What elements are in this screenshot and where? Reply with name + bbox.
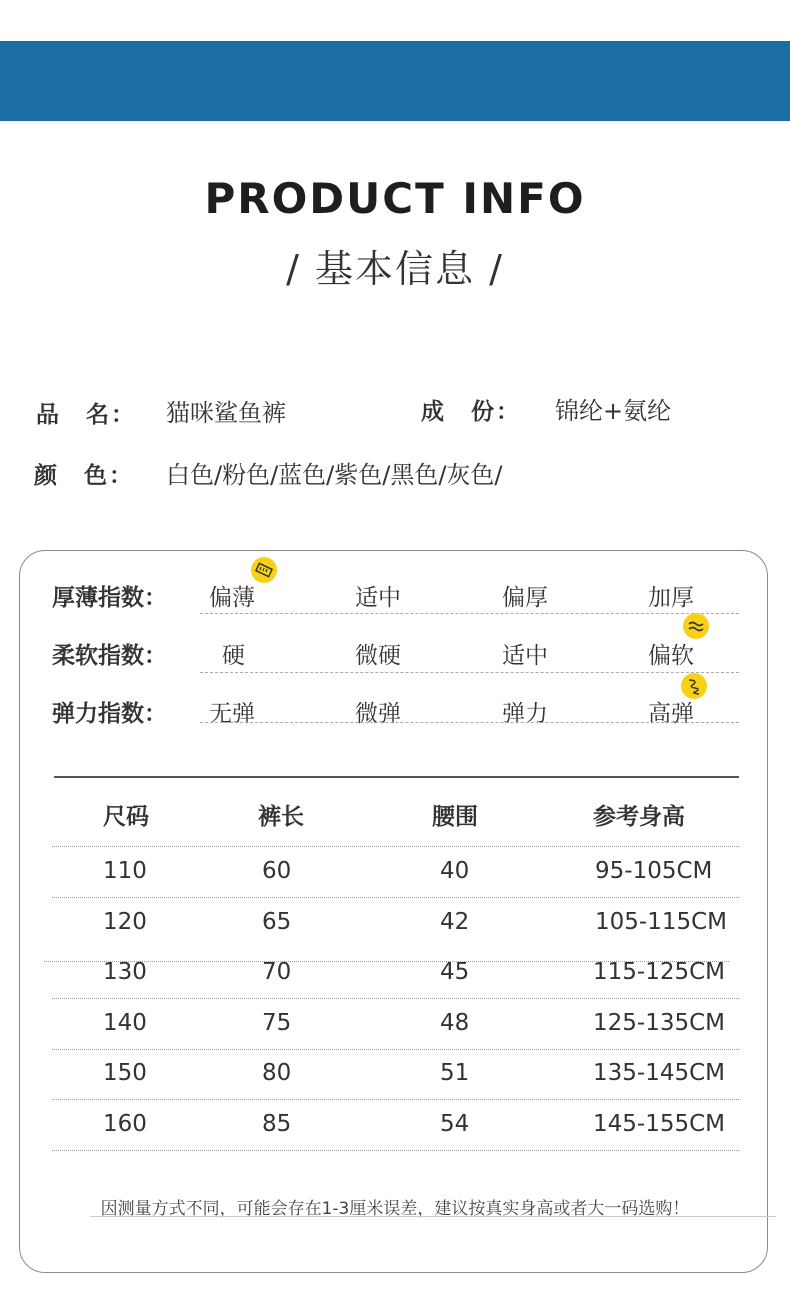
- table-cell: 120: [103, 909, 147, 935]
- spring-icon: [681, 673, 707, 699]
- top-banner: [0, 41, 790, 121]
- title-english: PRODUCT INFO: [204, 174, 586, 223]
- table-cell: 115-125CM: [593, 959, 726, 985]
- row-divider: [52, 846, 739, 847]
- table-cell: 80: [262, 1060, 292, 1086]
- table-top-border: [54, 776, 739, 778]
- table-cell: 135-145CM: [593, 1060, 726, 1086]
- softness-label: 柔软指数：: [52, 643, 167, 669]
- table-cell: 42: [440, 909, 470, 935]
- row-divider: [52, 897, 739, 898]
- table-header-waist: 腰围: [432, 804, 478, 830]
- divider: [200, 722, 739, 723]
- material-value: 锦纶+氨纶: [555, 397, 672, 425]
- elasticity-option: 微弹: [355, 701, 401, 727]
- elasticity-option: 无弹: [209, 701, 255, 727]
- thickness-option: 偏薄: [209, 585, 255, 611]
- table-cell: 85: [262, 1111, 292, 1137]
- table-cell: 54: [440, 1111, 470, 1137]
- row-divider: [52, 998, 739, 999]
- thickness-option: 加厚: [648, 585, 694, 611]
- elasticity-label: 弹力指数：: [52, 701, 167, 727]
- table-header-length: 裤长: [258, 804, 304, 830]
- table-cell: 75: [262, 1010, 292, 1036]
- table-cell: 125-135CM: [593, 1010, 726, 1036]
- table-cell: 160: [103, 1111, 147, 1137]
- table-cell: 45: [440, 959, 470, 985]
- elasticity-option: 弹力: [502, 701, 548, 727]
- row-divider: [52, 1099, 739, 1100]
- material-label: 成 份：: [421, 399, 521, 425]
- table-cell: 140: [103, 1010, 147, 1036]
- table-cell: 105-115CM: [595, 909, 728, 935]
- softness-option: 微硬: [355, 643, 401, 669]
- thickness-option: 适中: [355, 585, 401, 611]
- table-cell: 150: [103, 1060, 147, 1086]
- table-cell: 110: [103, 858, 147, 884]
- row-divider: [52, 1049, 739, 1050]
- measurement-note: 因测量方式不同，可能会存在1-3厘米误差，建议按真实身高或者大一码选购！: [100, 1199, 690, 1219]
- divider: [200, 672, 739, 673]
- title-chinese: / 基本信息 /: [286, 247, 504, 291]
- softness-option: 硬: [222, 643, 245, 669]
- table-cell: 60: [262, 858, 292, 884]
- table-cell: 70: [262, 959, 292, 985]
- color-label: 颜 色：: [34, 463, 134, 489]
- table-cell: 40: [440, 858, 470, 884]
- table-cell: 95-105CM: [595, 858, 713, 884]
- table-cell: 130: [103, 959, 147, 985]
- table-cell: 65: [262, 909, 292, 935]
- table-cell: 145-155CM: [593, 1111, 726, 1137]
- color-value: 白色/粉色/蓝色/紫色/黑色/灰色/: [166, 461, 503, 489]
- table-cell: 48: [440, 1010, 470, 1036]
- softness-option: 适中: [502, 643, 548, 669]
- divider: [200, 613, 739, 614]
- ruler-icon: [251, 557, 277, 583]
- thickness-label: 厚薄指数：: [52, 585, 167, 611]
- product-name-value: 猫咪鲨鱼裤: [166, 399, 286, 427]
- product-name-label: 品 名：: [36, 402, 136, 428]
- table-header-size: 尺码: [103, 804, 149, 830]
- elasticity-option: 高弹: [648, 701, 694, 727]
- row-divider: [52, 1150, 739, 1151]
- softness-option: 偏软: [648, 643, 694, 669]
- wave-icon: [683, 613, 709, 639]
- table-header-height: 参考身高: [593, 804, 685, 830]
- table-cell: 51: [440, 1060, 470, 1086]
- note-underline: [90, 1216, 776, 1217]
- thickness-option: 偏厚: [502, 585, 548, 611]
